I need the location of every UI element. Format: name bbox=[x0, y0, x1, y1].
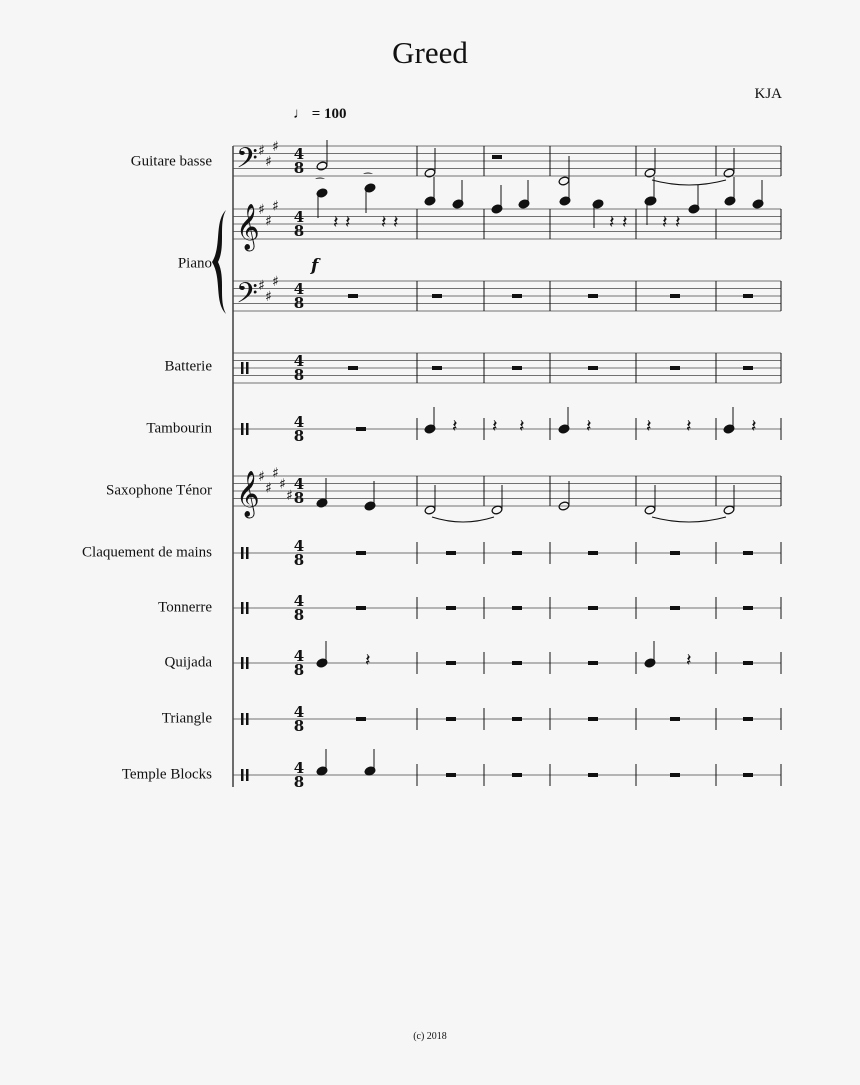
staff-claps bbox=[233, 542, 781, 564]
measure-rest bbox=[446, 717, 456, 721]
key-signature-sharp: ♯ bbox=[258, 202, 265, 218]
dynamic-forte: f bbox=[311, 256, 319, 276]
measure-rest bbox=[743, 294, 753, 298]
instrument-label-bass: Guitare basse bbox=[130, 153, 212, 170]
time-signature-bottom: 8 bbox=[293, 717, 305, 735]
percussion-clef-icon bbox=[241, 423, 244, 435]
instrument-label-claps: Claquement de mains bbox=[82, 544, 212, 561]
measure-rest bbox=[743, 606, 753, 610]
notehead bbox=[644, 505, 656, 515]
bass-clef-icon: 𝄢 bbox=[236, 277, 258, 317]
measure-rest bbox=[512, 773, 522, 777]
measure-rest bbox=[588, 551, 598, 555]
key-signature-sharp: ♯ bbox=[258, 277, 265, 294]
measure-rest bbox=[670, 294, 680, 298]
measure-rest bbox=[588, 366, 598, 370]
measure-rest bbox=[743, 366, 753, 370]
percussion-clef-icon bbox=[246, 602, 249, 614]
key-signature-sharp: ♯ bbox=[265, 289, 272, 305]
quarter-rest: 𝄽 bbox=[646, 416, 652, 437]
time-signature-bottom: 8 bbox=[293, 551, 305, 569]
percussion-clef-icon bbox=[246, 547, 249, 559]
time-signature-top: 4 bbox=[293, 592, 305, 610]
time-signature-bottom: 8 bbox=[293, 606, 305, 624]
key-signature-sharp: ♯ bbox=[265, 480, 272, 497]
time-signature-bottom: 8 bbox=[293, 159, 305, 177]
accent-mark: ⁀ bbox=[364, 174, 373, 185]
measure-rest bbox=[588, 661, 598, 665]
staff-pianoB bbox=[233, 281, 781, 311]
key-signature-sharp: ♯ bbox=[265, 154, 272, 170]
quarter-rest: 𝄽 bbox=[675, 212, 681, 233]
instrument-label-tambourine: Tambourin bbox=[146, 420, 212, 437]
measure-rest bbox=[348, 294, 358, 298]
quarter-rest: 𝄽 bbox=[609, 212, 615, 233]
staff-thund bbox=[233, 597, 781, 619]
measure-rest bbox=[348, 366, 358, 370]
time-signature-top: 4 bbox=[293, 280, 305, 298]
notehead bbox=[723, 505, 735, 515]
tie bbox=[652, 517, 726, 522]
quarter-rest: 𝄽 bbox=[365, 650, 371, 671]
instrument-label-sax: Saxophone Ténor bbox=[106, 482, 212, 499]
notehead bbox=[316, 161, 328, 171]
measure-rest bbox=[512, 606, 522, 610]
key-signature-sharp: ♯ bbox=[272, 274, 279, 290]
percussion-clef-icon bbox=[241, 657, 244, 669]
instrument-label-temple-blocks: Temple Blocks bbox=[121, 766, 212, 783]
time-signature-bottom: 8 bbox=[293, 661, 305, 679]
percussion-clef-icon bbox=[241, 769, 244, 781]
measure-rest bbox=[446, 606, 456, 610]
instrument-label-drums: Batterie bbox=[164, 358, 212, 375]
measure-rest bbox=[446, 551, 456, 555]
time-signature-bottom: 8 bbox=[293, 489, 305, 507]
percussion-clef-icon bbox=[241, 713, 244, 725]
measure-rest bbox=[446, 661, 456, 665]
measure-rest bbox=[432, 366, 442, 370]
percussion-clef-icon bbox=[246, 769, 249, 781]
quarter-rest: 𝄽 bbox=[686, 650, 692, 671]
quarter-rest: 𝄽 bbox=[345, 212, 351, 233]
measure-rest bbox=[670, 606, 680, 610]
time-signature-top: 4 bbox=[293, 208, 305, 226]
measure-rest bbox=[512, 366, 522, 370]
composer-name: KJA bbox=[754, 86, 782, 102]
measure-rest bbox=[432, 294, 442, 298]
measure-rest bbox=[588, 294, 598, 298]
key-signature-sharp: ♯ bbox=[272, 198, 279, 215]
measure-rest bbox=[743, 773, 753, 777]
time-signature-bottom: 8 bbox=[293, 222, 305, 240]
notehead bbox=[723, 168, 735, 178]
time-signature-bottom: 8 bbox=[293, 294, 305, 312]
notehead bbox=[424, 168, 436, 178]
quarter-rest: 𝄽 bbox=[381, 212, 387, 233]
treble-clef-icon: 𝄞 bbox=[236, 471, 260, 517]
measure-rest bbox=[670, 717, 680, 721]
measure-rest bbox=[588, 773, 598, 777]
quarter-rest: 𝄽 bbox=[492, 416, 498, 437]
copyright-footer: (c) 2018 bbox=[413, 1031, 447, 1042]
percussion-clef-icon bbox=[241, 602, 244, 614]
measure-rest bbox=[743, 661, 753, 665]
percussion-clef-icon bbox=[246, 713, 249, 725]
staff-drums bbox=[233, 353, 781, 383]
measure-rest bbox=[588, 717, 598, 721]
staff-sax bbox=[233, 476, 781, 506]
quarter-rest: 𝄽 bbox=[686, 416, 692, 437]
measure-rest bbox=[356, 427, 366, 431]
staff-bass bbox=[233, 146, 781, 176]
instrument-label-triangle: Triangle bbox=[161, 710, 212, 727]
quarter-rest: 𝄽 bbox=[662, 212, 668, 233]
measure-rest bbox=[512, 717, 522, 721]
measure-rest bbox=[670, 366, 680, 370]
measure-rest bbox=[356, 717, 366, 721]
measure-rest bbox=[512, 294, 522, 298]
time-signature-top: 4 bbox=[293, 352, 305, 370]
instrument-label-thunder: Tonnerre bbox=[158, 599, 212, 616]
key-signature-sharp: ♯ bbox=[279, 476, 286, 493]
staff-pianoT bbox=[233, 209, 781, 239]
time-signature-bottom: 8 bbox=[293, 773, 305, 791]
tie bbox=[432, 517, 494, 522]
key-signature-sharp: ♯ bbox=[272, 465, 279, 482]
quarter-rest: 𝄽 bbox=[452, 416, 458, 437]
percussion-clef-icon bbox=[241, 362, 244, 374]
tempo-marking: ♩ = 100 bbox=[293, 106, 347, 122]
time-signature-bottom: 8 bbox=[293, 366, 305, 384]
notehead bbox=[424, 505, 436, 515]
measure-rest bbox=[743, 717, 753, 721]
quarter-rest: 𝄽 bbox=[333, 212, 339, 233]
piano-brace bbox=[212, 210, 226, 314]
key-signature-sharp: ♯ bbox=[265, 213, 272, 230]
instrument-label-quijada: Quijada bbox=[164, 654, 212, 671]
key-signature-sharp: ♯ bbox=[286, 487, 293, 504]
staff-temple bbox=[233, 764, 781, 786]
measure-rest bbox=[670, 551, 680, 555]
key-signature-sharp: ♯ bbox=[258, 469, 265, 485]
time-signature-top: 4 bbox=[293, 759, 305, 777]
quarter-rest: 𝄽 bbox=[393, 212, 399, 233]
measure-rest bbox=[356, 606, 366, 610]
time-signature-top: 4 bbox=[293, 475, 305, 493]
percussion-clef-icon bbox=[246, 362, 249, 374]
time-signature-bottom: 8 bbox=[293, 427, 305, 445]
staff-quij bbox=[233, 652, 781, 674]
measure-rest bbox=[743, 551, 753, 555]
score-title: Greed bbox=[392, 35, 468, 70]
measure-rest bbox=[670, 773, 680, 777]
time-signature-top: 4 bbox=[293, 145, 305, 163]
quarter-rest: 𝄽 bbox=[519, 416, 525, 437]
measure-rest bbox=[512, 661, 522, 665]
measure-rest bbox=[492, 155, 502, 159]
percussion-clef-icon bbox=[241, 547, 244, 559]
percussion-clef-icon bbox=[246, 423, 249, 435]
measure-rest bbox=[512, 551, 522, 555]
time-signature-top: 4 bbox=[293, 413, 305, 431]
staff-tri bbox=[233, 708, 781, 730]
key-signature-sharp: ♯ bbox=[258, 142, 265, 159]
time-signature-top: 4 bbox=[293, 537, 305, 555]
staff-tamb bbox=[233, 418, 781, 440]
measure-rest bbox=[356, 551, 366, 555]
quarter-rest: 𝄽 bbox=[751, 416, 757, 437]
notehead bbox=[558, 176, 570, 186]
notehead bbox=[644, 168, 656, 178]
instrument-label-piano: Piano bbox=[177, 255, 212, 272]
accent-mark: ⁀ bbox=[316, 179, 325, 190]
quarter-rest: 𝄽 bbox=[586, 416, 592, 437]
time-signature-top: 4 bbox=[293, 703, 305, 721]
measure-rest bbox=[588, 606, 598, 610]
tie bbox=[652, 180, 726, 185]
time-signature-top: 4 bbox=[293, 647, 305, 665]
treble-clef-icon: 𝄞 bbox=[236, 204, 260, 250]
bass-clef-icon: 𝄢 bbox=[236, 142, 258, 182]
key-signature-sharp: ♯ bbox=[272, 139, 279, 155]
percussion-clef-icon bbox=[246, 657, 249, 669]
notehead bbox=[491, 505, 503, 515]
quarter-rest: 𝄽 bbox=[622, 212, 628, 233]
measure-rest bbox=[446, 773, 456, 777]
